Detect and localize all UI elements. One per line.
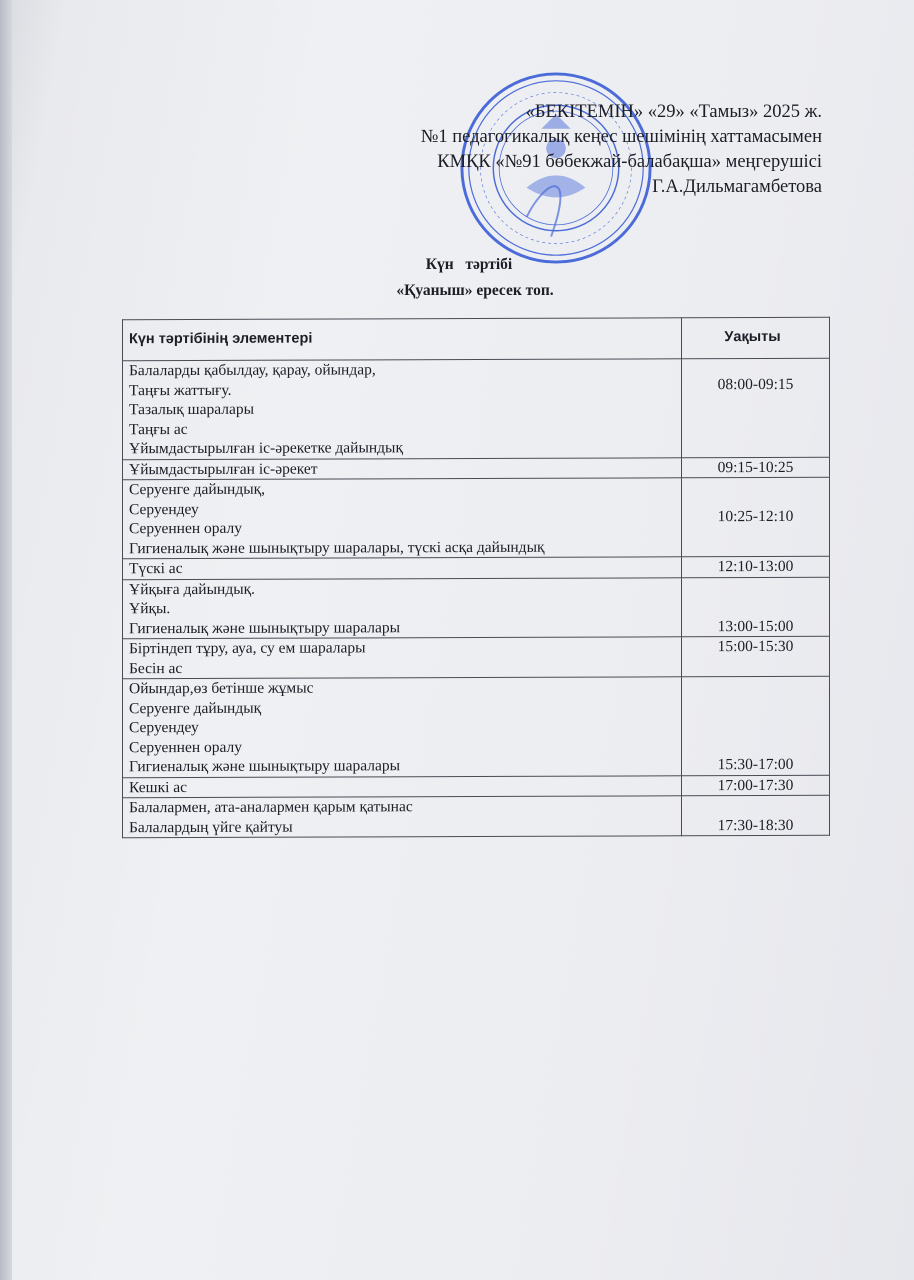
group-name: «Қуаныш» ересек топ.	[396, 282, 554, 299]
header-elements: Күн тәртібінің элементері	[123, 318, 682, 361]
table-row	[123, 795, 830, 837]
table-row	[123, 556, 830, 579]
time-cell: 17:00-17:30	[682, 775, 830, 796]
approval-line-3: КМҚК «№91 бөбекжай-балабақша» меңгерушісі	[437, 152, 822, 172]
activity-line: Серуеннен оралу	[129, 738, 243, 756]
activity-cell	[123, 457, 682, 479]
page-edge-shadow	[0, 0, 12, 1280]
table-row	[123, 477, 830, 558]
approval-line-1: «БЕКІТЕМІН» «29» «Тамыз» 2025 ж.	[525, 102, 822, 122]
table-row	[123, 676, 830, 777]
approval-line-2: №1 педагогикалық кеңес шешімінің хаттамасымен	[420, 127, 822, 147]
document-title: Күн тәртібі	[425, 256, 513, 273]
activity-cell	[123, 557, 682, 579]
activity-line: Біртіндеп тұру, ауа, су ем шаралары	[129, 639, 366, 658]
activity-cell	[123, 637, 682, 679]
activity-line: Таңғы ас	[129, 420, 188, 438]
time-cell: 08:00-09:15	[682, 358, 830, 457]
activity-line: Ұйқы.	[129, 600, 171, 618]
activity-line: Ұйымдастырылған іс-әрекетке дайындық	[129, 439, 404, 458]
table-header-row	[123, 317, 830, 360]
activity-line: Серуеннен оралу	[129, 519, 243, 538]
time-cell: 09:15-10:25	[682, 457, 830, 478]
activity-line: Балалардың үйге қайтуы	[129, 818, 293, 836]
activity-line: Серуендеу	[129, 718, 199, 737]
activity-line: Серуендеу	[129, 500, 199, 518]
time-cell: 12:10-13:00	[682, 556, 830, 577]
table-row	[123, 358, 830, 459]
activity-cell	[123, 775, 682, 797]
activity-line: Балалармен, ата-аналармен қарым қатынас	[129, 798, 413, 817]
activity-line: Ұйымдастырылған іс-әрекет	[129, 460, 318, 478]
activity-cell	[123, 359, 682, 459]
table-row	[123, 577, 830, 639]
activity-line: Түскі ас	[129, 560, 183, 578]
activity-line: Гигиеналық және шынықтыру шаралары, түскі асқа дайындық	[129, 538, 545, 557]
table-row	[123, 775, 830, 798]
schedule-table	[122, 317, 830, 838]
activity-line: Таңғы жаттығу.	[129, 381, 232, 399]
activity-line: Балаларды қабылдау, қарау, ойындар,	[129, 361, 376, 380]
time-cell: 10:25-12:10	[682, 477, 830, 557]
activity-line: Тазалық шаралары	[129, 400, 255, 419]
table-row	[123, 457, 830, 480]
activity-line: Гигиеналық және шынықтыру шаралары	[129, 757, 401, 776]
activity-cell	[123, 677, 682, 777]
time-cell: 17:30-18:30	[682, 795, 830, 836]
time-cell: 13:00-15:00	[682, 577, 830, 637]
header-time: Уақыты	[682, 317, 830, 359]
approval-line-4: Г.А.Дильмагамбетова	[652, 177, 822, 197]
activity-cell	[123, 478, 682, 559]
activity-line: Гигиеналық және шынықтыру шаралары	[129, 618, 401, 637]
activity-cell	[123, 577, 682, 638]
approval-block	[302, 100, 822, 200]
table-row	[123, 636, 830, 678]
activity-line: Ұйқыға дайындық.	[129, 580, 256, 598]
time-cell: 15:30-17:00	[682, 676, 830, 775]
activity-line: Кешкі ас	[129, 778, 188, 796]
activity-line: Ойындар,өз бетінше жұмыс	[129, 679, 314, 698]
activity-cell	[123, 796, 682, 838]
activity-line: Серуенге дайындық	[129, 699, 262, 717]
activity-line: Серуенге дайындық,	[129, 480, 266, 499]
time-cell: 15:00-15:30	[682, 636, 830, 677]
activity-line: Бесін ас	[129, 659, 183, 677]
